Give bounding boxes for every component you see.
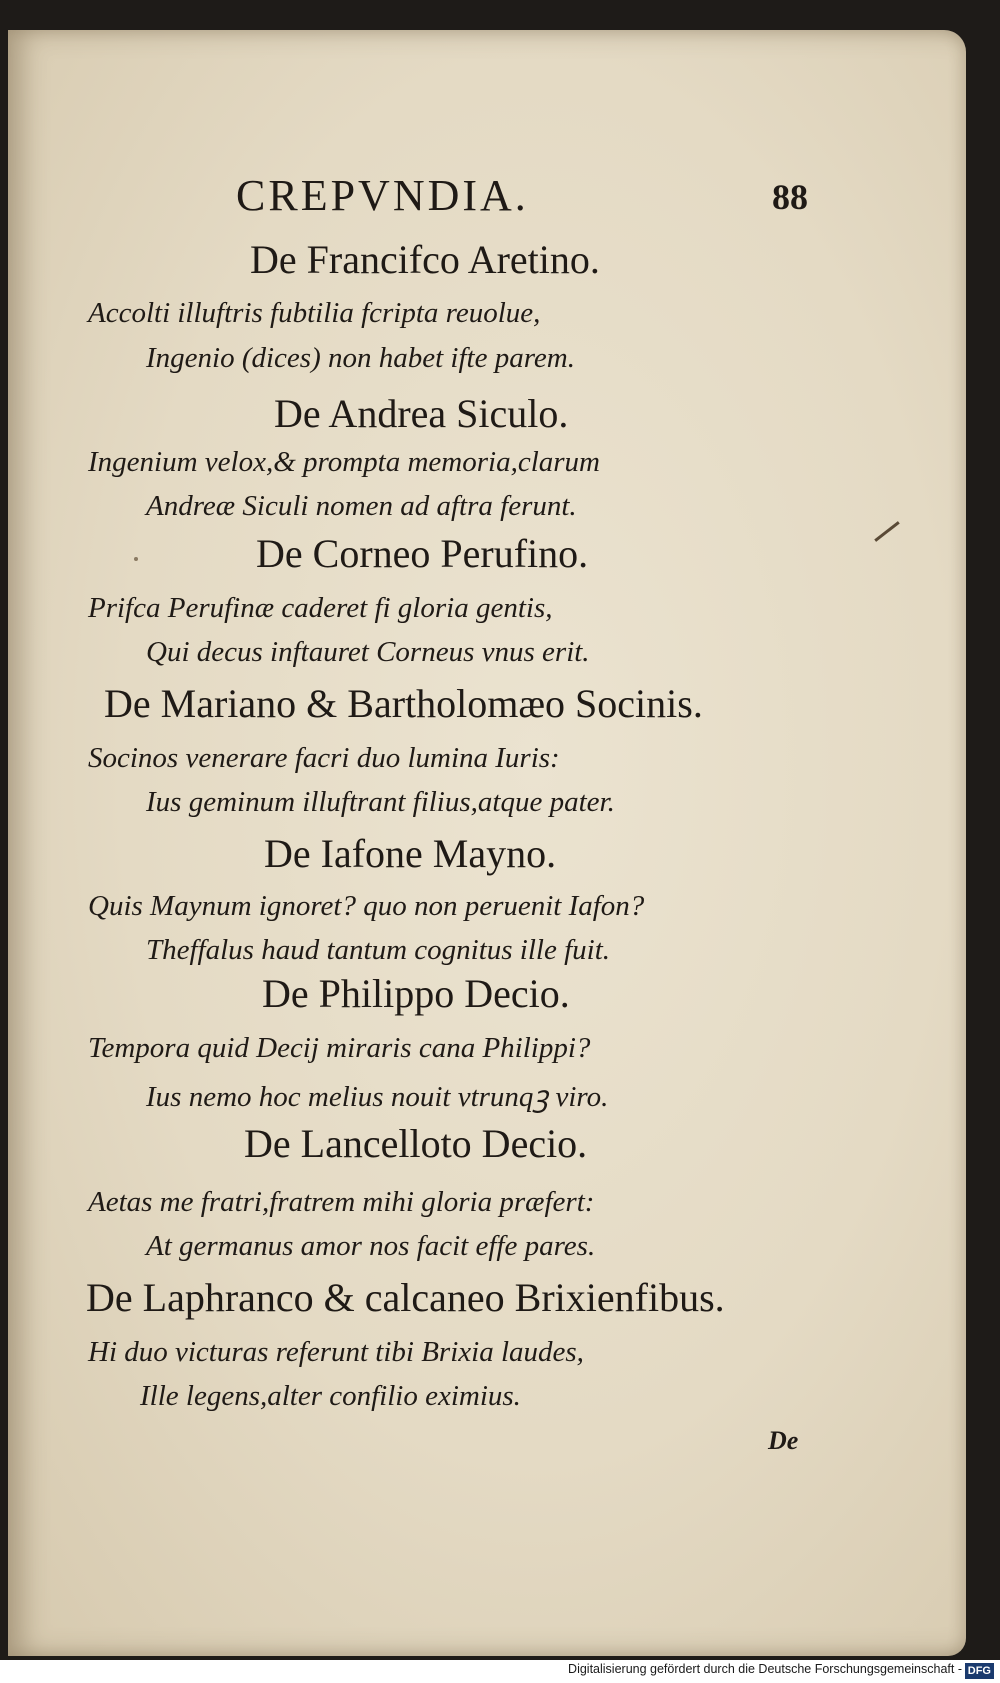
verse-line: Prifca Perufinæ caderet fi gloria gentis,	[88, 592, 553, 624]
verse-line: Accolti illuftris fubtilia fcripta reuolue,	[88, 297, 541, 329]
catchword: De	[768, 1426, 799, 1455]
entry-heading: De Iafone Mayno.	[264, 831, 557, 876]
page-number: 88	[772, 177, 808, 217]
entry-heading: De Francifco Aretino.	[250, 237, 600, 282]
verse-line: Socinos venerare facri duo lumina Iuris:	[88, 742, 560, 774]
verse-line: Ius nemo hoc melius nouit vtrunqꝫ viro.	[146, 1081, 609, 1113]
entry-heading: De Philippo Decio.	[262, 971, 570, 1016]
verse-line: Theffalus haud tantum cognitus ille fuit.	[146, 934, 610, 966]
footer-bar	[0, 1660, 1000, 1683]
entry-heading: De Andrea Siculo.	[274, 391, 569, 436]
verse-line: Ingenio (dices) non habet ifte parem.	[146, 342, 575, 374]
verse-line: Tempora quid Decij miraris cana Philippi?	[88, 1032, 591, 1064]
entry-heading: De Mariano & Bartholomæo Socinis.	[104, 681, 703, 726]
dfg-logo: DFG	[965, 1663, 994, 1679]
paper-speck	[134, 557, 138, 561]
entry-heading: De Corneo Perufino.	[256, 531, 589, 576]
verse-line: Andreæ Siculi nomen ad aftra ferunt.	[146, 490, 577, 522]
verse-line: Hi duo victuras referunt tibi Brixia laudes,	[88, 1336, 584, 1368]
verse-line: Qui decus inftauret Corneus vnus erit.	[146, 636, 590, 668]
verse-line: At germanus amor nos facit effe pares.	[146, 1230, 596, 1262]
footer-credit: Digitalisierung gefördert durch die Deutsche Forschungsgemeinschaft -	[568, 1662, 962, 1676]
entry-heading: De Laphranco & calcaneo Brixienfibus.	[86, 1275, 725, 1320]
verse-line: Ingenium velox,& prompta memoria,clarum	[88, 446, 600, 478]
verse-line: Quis Maynum ignoret? quo non peruenit Iafon?	[88, 890, 645, 922]
verse-line: Aetas me fratri,fratrem mihi gloria præfert:	[88, 1186, 595, 1218]
running-head: CREPVNDIA.	[236, 171, 529, 220]
verse-line: Ius geminum illuftrant filius,atque pater.	[146, 786, 615, 818]
entry-heading: De Lancelloto Decio.	[244, 1121, 588, 1166]
verse-line: Ille legens,alter confilio eximius.	[140, 1380, 521, 1412]
